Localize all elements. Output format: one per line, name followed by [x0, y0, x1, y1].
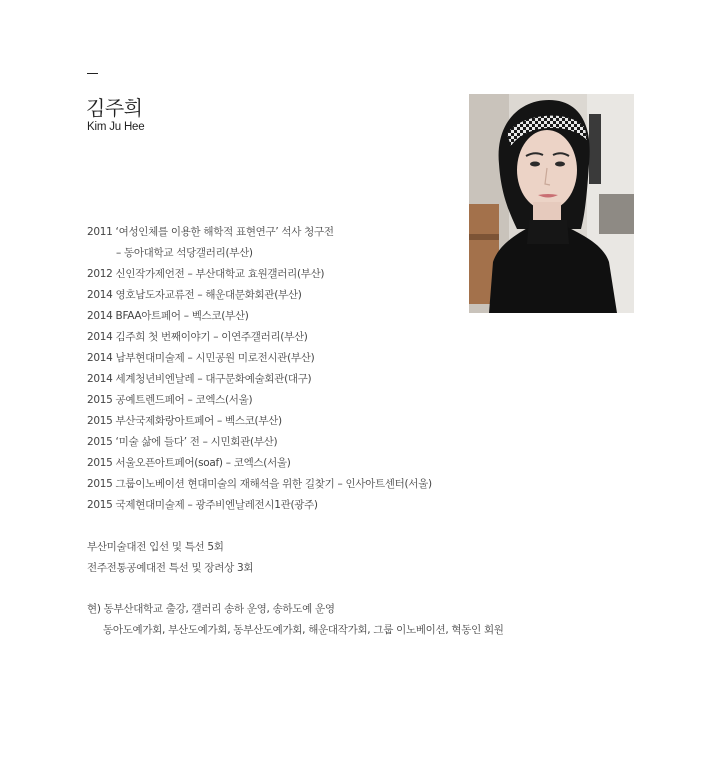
current-positions — [87, 599, 504, 641]
career-item: 2015 ‘미술 삶에 들다’ 전 – 시민회관(부산) — [87, 436, 278, 448]
career-item: – 동아대학교 석당갤러리(부산) — [116, 247, 253, 259]
career-item: 2012 신인작가제언전 – 부산대학교 효원갤러리(부산) — [87, 268, 325, 280]
exhibition-history — [87, 222, 432, 516]
award-item: 전주전통공예대전 특선 및 장려상 3회 — [87, 562, 254, 574]
career-item: 2014 세계청년비엔날레 – 대구문화예술회관(대구) — [87, 373, 312, 385]
awards-list — [87, 537, 253, 579]
career-item: 2014 영호남도자교류전 – 해운대문화회관(부산) — [87, 289, 302, 301]
career-item: 2014 BFAA아트페어 – 벡스코(부산) — [87, 310, 249, 322]
career-item: 2011 ‘여성인체를 이용한 해학적 표현연구’ 석사 청구전 — [87, 226, 334, 238]
career-item: 2015 그룹이노베이션 현대미술의 재해석을 위한 길찾기 – 인사아트센터(서울) — [87, 478, 432, 490]
award-item: 부산미술대전 입선 및 특선 5회 — [87, 541, 224, 553]
artist-photo — [469, 94, 634, 313]
career-item: 2015 부산국제화랑아트페어 – 벡스코(부산) — [87, 415, 282, 427]
membership-item: 동아도예가회, 부산도예가회, 동부산도예가회, 해운대작가회, 그룹 이노베이션, 혁동인 회원 — [103, 624, 504, 636]
title-dash — [87, 73, 98, 74]
current-item: 현) 동부산대학교 출강, 갤러리 송하 운영, 송하도예 운영 — [87, 603, 335, 615]
career-item: 2015 서울오픈아트페어(soaf) – 코엑스(서울) — [87, 457, 291, 469]
career-item: 2015 공예트렌드페어 – 코엑스(서울) — [87, 394, 253, 406]
career-item: 2014 김주희 첫 번째이야기 – 이연주갤러리(부산) — [87, 331, 308, 343]
career-item: 2014 남부현대미술제 – 시민공원 미로전시관(부산) — [87, 352, 315, 364]
career-item: 2015 국제현대미술제 – 광주비엔날레전시1관(광주) — [87, 499, 318, 511]
artist-name-english: Kim Ju Hee — [87, 121, 145, 133]
artist-name-korean: 김주희 — [86, 96, 143, 120]
